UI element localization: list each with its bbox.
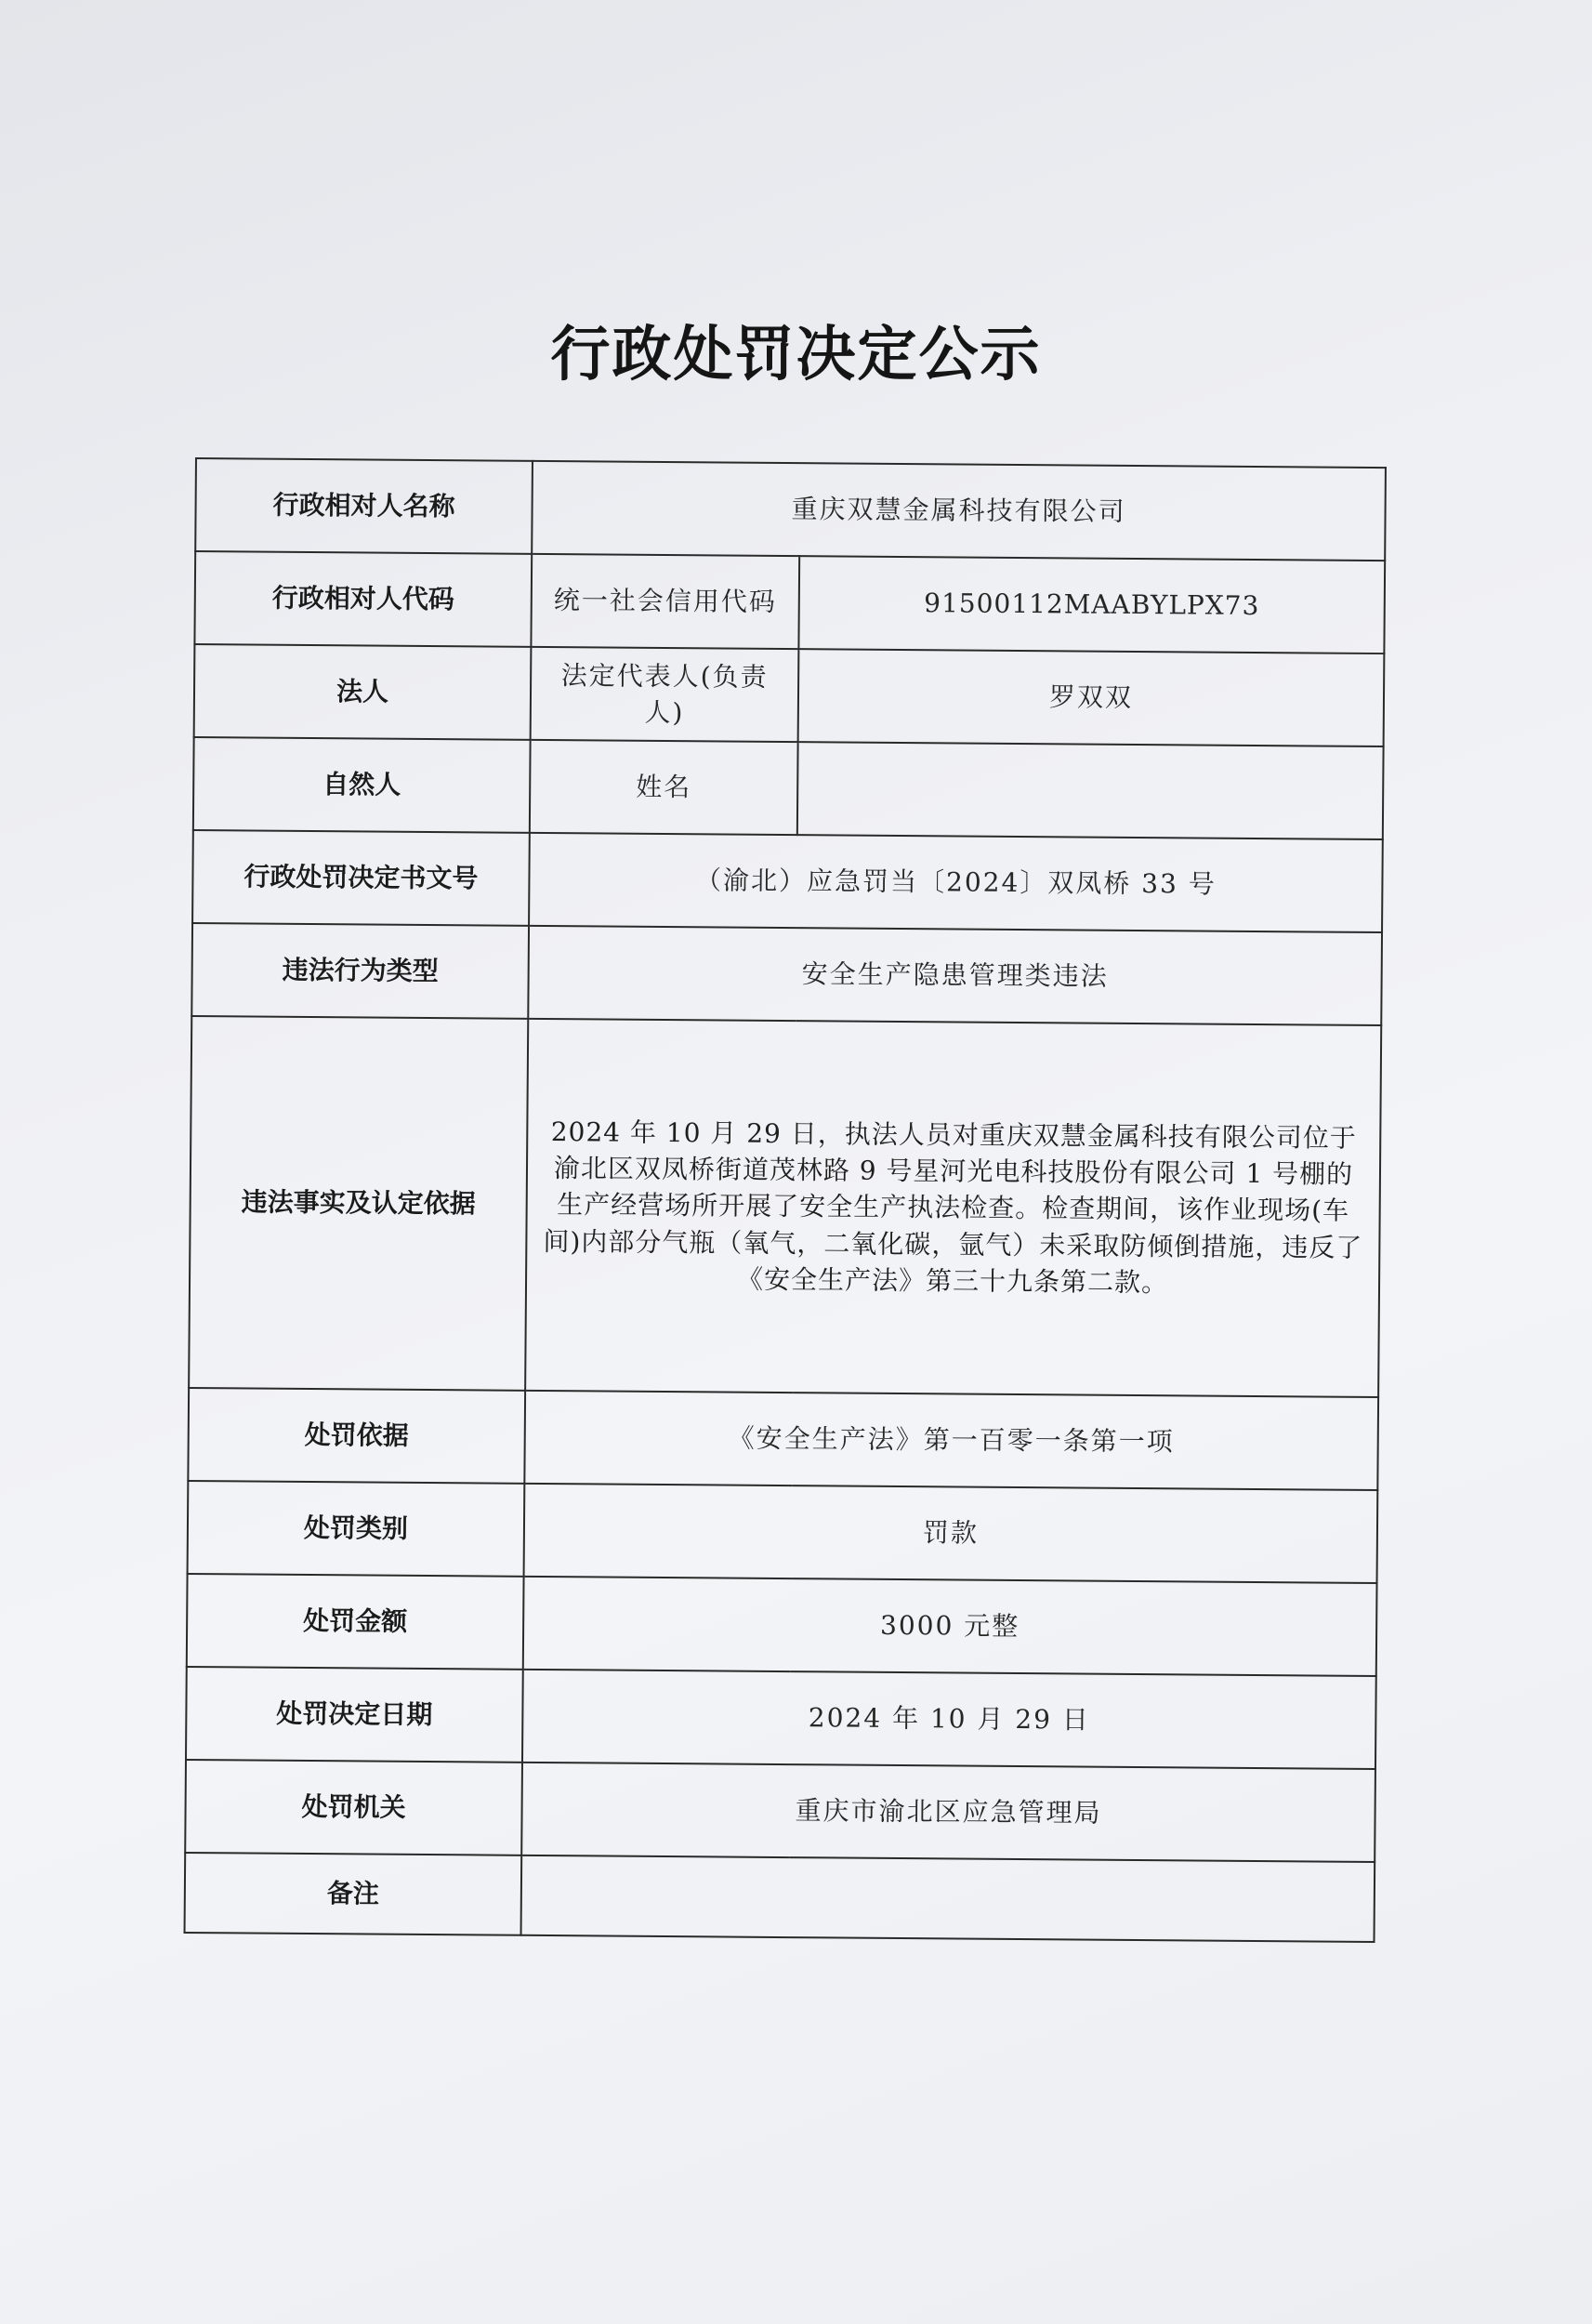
row-penalty-basis bbox=[188, 1388, 1378, 1490]
remarks-label: 备注 bbox=[185, 1853, 522, 1935]
penalty-authority-label: 处罚机关 bbox=[185, 1760, 522, 1855]
penalty-record-table bbox=[184, 457, 1387, 1943]
row-natural-person bbox=[193, 737, 1384, 839]
penalty-basis-label: 处罚依据 bbox=[188, 1388, 525, 1484]
decision-date-label: 处罚决定日期 bbox=[186, 1667, 523, 1763]
row-decision-number bbox=[192, 830, 1383, 932]
violation-facts-label: 违法事实及认定依据 bbox=[189, 1016, 528, 1391]
penalty-category-value: 罚款 bbox=[524, 1484, 1378, 1583]
legal-representative-label: 法定代表人(负责人) bbox=[531, 647, 799, 742]
remarks-value bbox=[521, 1855, 1375, 1942]
credit-code-value: 91500112MAABYLPX73 bbox=[798, 556, 1385, 654]
decision-number-label: 行政处罚决定书文号 bbox=[192, 830, 530, 926]
row-violation-facts bbox=[189, 1016, 1381, 1397]
row-penalty-authority bbox=[185, 1760, 1375, 1862]
natural-person-label: 自然人 bbox=[193, 737, 531, 833]
credit-code-label: 统一社会信用代码 bbox=[531, 554, 799, 649]
row-party-code bbox=[194, 551, 1385, 654]
penalty-basis-value: 《安全生产法》第一百零一条第一项 bbox=[524, 1391, 1378, 1490]
natural-person-name-label: 姓名 bbox=[530, 740, 798, 835]
penalty-amount-value: 3000 元整 bbox=[523, 1577, 1377, 1676]
legal-representative-value: 罗双双 bbox=[798, 649, 1385, 746]
party-name-label: 行政相对人名称 bbox=[195, 458, 533, 554]
penalty-amount-label: 处罚金额 bbox=[187, 1574, 524, 1670]
decision-number-value: （渝北）应急罚当〔2024〕双凤桥 33 号 bbox=[529, 833, 1383, 932]
row-decision-date bbox=[186, 1667, 1376, 1769]
penalty-category-label: 处罚类别 bbox=[188, 1481, 525, 1577]
document-title: 行政处罚决定公示 bbox=[550, 321, 1042, 390]
row-violation-type bbox=[191, 923, 1382, 1025]
violation-facts-text: 2024 年 10 月 29 日，执法人员对重庆双慧金属科技有限公司位于渝北区双凤桥街道茂林路 9 号星河光电科技股份有限公司 1 号棚的生产经营场所开展了安全生产执法检查。检查期间，该作业现场(车间)内部分气瓶（氧气，二氧化碳，氩气）未采取防倾倒措施，违反了《安全生产法》第三十九条第二款。 bbox=[525, 1019, 1381, 1397]
penalty-authority-value: 重庆市渝北区应急管理局 bbox=[521, 1763, 1375, 1862]
row-penalty-category bbox=[188, 1481, 1378, 1583]
legal-person-label: 法人 bbox=[194, 644, 532, 740]
row-party-name bbox=[195, 458, 1386, 561]
violation-type-label: 违法行为类型 bbox=[191, 923, 529, 1019]
row-remarks bbox=[185, 1853, 1375, 1942]
row-legal-person bbox=[194, 644, 1385, 746]
party-name-value: 重庆双慧金属科技有限公司 bbox=[532, 461, 1386, 561]
decision-date-value: 2024 年 10 月 29 日 bbox=[522, 1670, 1376, 1769]
party-code-label: 行政相对人代码 bbox=[194, 551, 532, 647]
row-penalty-amount bbox=[187, 1574, 1377, 1676]
natural-person-name-value bbox=[797, 742, 1384, 839]
violation-type-value: 安全生产隐患管理类违法 bbox=[528, 926, 1382, 1025]
